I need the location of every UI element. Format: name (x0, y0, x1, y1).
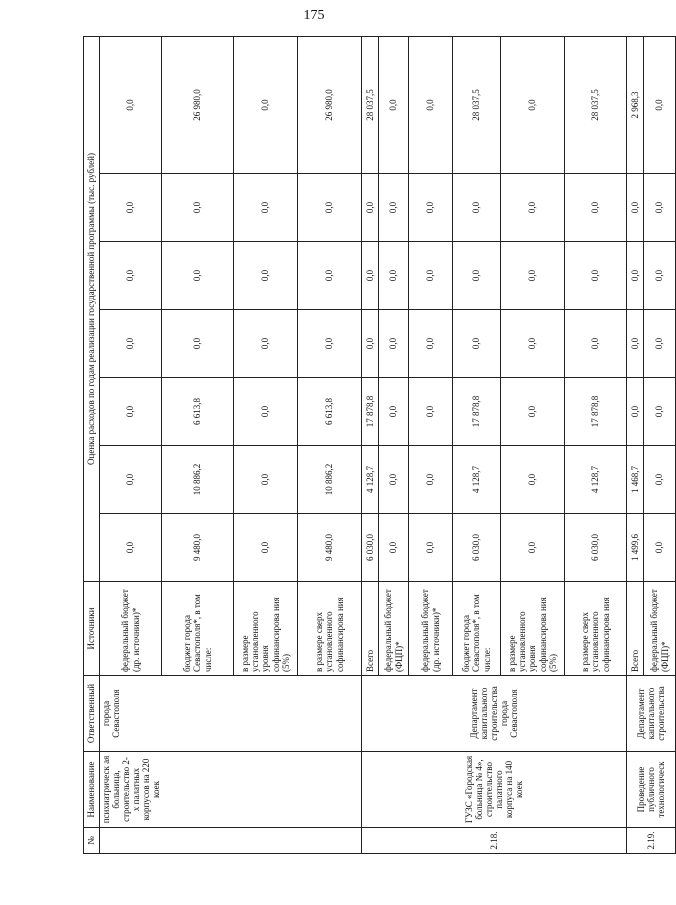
year-value: 4 128,7 (453, 446, 501, 514)
year-value: 0,0 (234, 378, 298, 446)
year-value: 0,0 (644, 514, 676, 582)
funding-source: в размере сверх установленного софинансирова ния (298, 582, 362, 676)
row-number (100, 828, 362, 854)
total-value: 0,0 (501, 36, 565, 173)
total-value: 0,0 (644, 36, 676, 173)
year-value: 0,0 (100, 446, 162, 514)
table-row (100, 36, 162, 853)
year-value: 0,0 (453, 310, 501, 378)
funding-source: Всего (627, 582, 644, 676)
year-value: 0,0 (298, 242, 362, 310)
year-value: 9 480,0 (162, 514, 234, 582)
year-value: 0,0 (501, 242, 565, 310)
total-value: 28 037,5 (362, 36, 379, 173)
year-value: 0,0 (501, 514, 565, 582)
year-value: 0,0 (501, 310, 565, 378)
year-value: 0,0 (627, 310, 644, 378)
year-value: 0,0 (234, 310, 298, 378)
year-value: 6 613,8 (162, 378, 234, 446)
year-value: 0,0 (362, 242, 379, 310)
year-value: 0,0 (501, 378, 565, 446)
year-value: 0,0 (100, 310, 162, 378)
year-value: 0,0 (298, 310, 362, 378)
year-value: 0,0 (100, 174, 162, 242)
year-value: 0,0 (565, 242, 627, 310)
year-value: 0,0 (234, 514, 298, 582)
table-row (362, 36, 379, 853)
year-value: 0,0 (627, 174, 644, 242)
header-sources: Источники (84, 582, 100, 676)
year-value: 0,0 (565, 174, 627, 242)
year-value: 0,0 (362, 174, 379, 242)
year-value: 0,0 (162, 310, 234, 378)
year-value: 0,0 (409, 446, 453, 514)
year-value: 0,0 (100, 514, 162, 582)
responsible-party: Департамент капитального строительства города Севастополя (362, 676, 627, 752)
funding-source: федеральный бюджет (ФЦП)* (644, 582, 676, 676)
year-value: 0,0 (379, 514, 409, 582)
year-value: 0,0 (644, 242, 676, 310)
responsible-party: Департамент капитального строительства (627, 676, 676, 752)
year-value: 0,0 (409, 174, 453, 242)
funding-source: бюджет города Севастополя*, в том числе: (453, 582, 501, 676)
year-value: 0,0 (644, 310, 676, 378)
year-value: 0,0 (627, 378, 644, 446)
year-value: 1 499,6 (627, 514, 644, 582)
total-value: 0,0 (234, 36, 298, 173)
year-value: 9 480,0 (298, 514, 362, 582)
year-value: 0,0 (627, 242, 644, 310)
year-value: 0,0 (644, 446, 676, 514)
item-name: ГУЗС «Городская больница № 4», строительство палатного корпуса на 140 коек (362, 752, 627, 828)
year-value: 0,0 (409, 514, 453, 582)
year-value: 6 030,0 (362, 514, 379, 582)
funding-source: федеральный бюджет (др. источники)* (100, 582, 162, 676)
total-value: 2 968,3 (627, 36, 644, 173)
year-value: 0,0 (362, 310, 379, 378)
year-value: 0,0 (379, 174, 409, 242)
year-value: 4 128,7 (565, 446, 627, 514)
year-value: 0,0 (162, 242, 234, 310)
year-value: 10 886,2 (162, 446, 234, 514)
year-value: 0,0 (234, 446, 298, 514)
funding-source: федеральный бюджет (ФЦП)* (379, 582, 409, 676)
budget-table (83, 36, 676, 854)
total-value: 0,0 (379, 36, 409, 173)
year-value: 0,0 (234, 242, 298, 310)
responsible-party: города Севастополя (100, 676, 362, 752)
year-value: 0,0 (644, 378, 676, 446)
row-number: 2.19. (627, 828, 676, 854)
year-value: 0,0 (409, 242, 453, 310)
year-value: 17 878,8 (362, 378, 379, 446)
year-value: 4 128,7 (362, 446, 379, 514)
year-value: 0,0 (409, 378, 453, 446)
table-body (100, 36, 676, 853)
row-number: 2.18. (362, 828, 627, 854)
year-value: 0,0 (379, 378, 409, 446)
table-container (83, 57, 670, 854)
funding-source: бюджет города Севастополя*, в том числе: (162, 582, 234, 676)
year-value: 17 878,8 (453, 378, 501, 446)
year-value: 6 030,0 (565, 514, 627, 582)
item-name: психиатрическ ая больница, строительство 2-х палатных корпусов на 220 коек (100, 752, 362, 828)
total-value: 26 980,0 (298, 36, 362, 173)
year-value: 0,0 (644, 174, 676, 242)
year-value: 6 613,8 (298, 378, 362, 446)
total-value: 0,0 (409, 36, 453, 173)
year-value: 0,0 (234, 174, 298, 242)
funding-source: Всего (362, 582, 379, 676)
table-row (627, 36, 644, 853)
year-value: 0,0 (379, 242, 409, 310)
funding-source: федеральный бюджет (др. источники)* (409, 582, 453, 676)
year-value: 0,0 (298, 174, 362, 242)
total-value: 0,0 (100, 36, 162, 173)
year-value: 0,0 (501, 446, 565, 514)
year-value: 0,0 (100, 242, 162, 310)
page-number: 175 (303, 8, 325, 23)
year-value: 0,0 (100, 378, 162, 446)
total-value: 28 037,5 (453, 36, 501, 173)
rotated-page-content (83, 57, 670, 854)
header-no: № (84, 828, 100, 854)
item-name: Проведение публичного технологическ (627, 752, 676, 828)
year-value: 0,0 (379, 446, 409, 514)
year-value: 0,0 (379, 310, 409, 378)
funding-source: в размере установленного уровня софинансирова ния (5%) (234, 582, 298, 676)
year-value: 0,0 (565, 310, 627, 378)
total-value: 28 037,5 (565, 36, 627, 173)
year-value: 0,0 (162, 174, 234, 242)
total-value: 26 980,0 (162, 36, 234, 173)
year-value: 0,0 (453, 242, 501, 310)
header-estimate: Оценка расходов по годам реализации государственной программы (тыс. рублей) (84, 36, 100, 581)
year-value: 0,0 (501, 174, 565, 242)
funding-source: в размере сверх установленного софинансирова ния (565, 582, 627, 676)
year-value: 6 030,0 (453, 514, 501, 582)
year-value: 0,0 (409, 310, 453, 378)
year-value: 1 468,7 (627, 446, 644, 514)
header-responsible: Ответственный (84, 676, 100, 752)
funding-source: в размере установленного уровня софинансирова ния (5%) (501, 582, 565, 676)
year-value: 17 878,8 (565, 378, 627, 446)
header-name: Наименование (84, 752, 100, 828)
year-value: 0,0 (453, 174, 501, 242)
year-value: 10 886,2 (298, 446, 362, 514)
